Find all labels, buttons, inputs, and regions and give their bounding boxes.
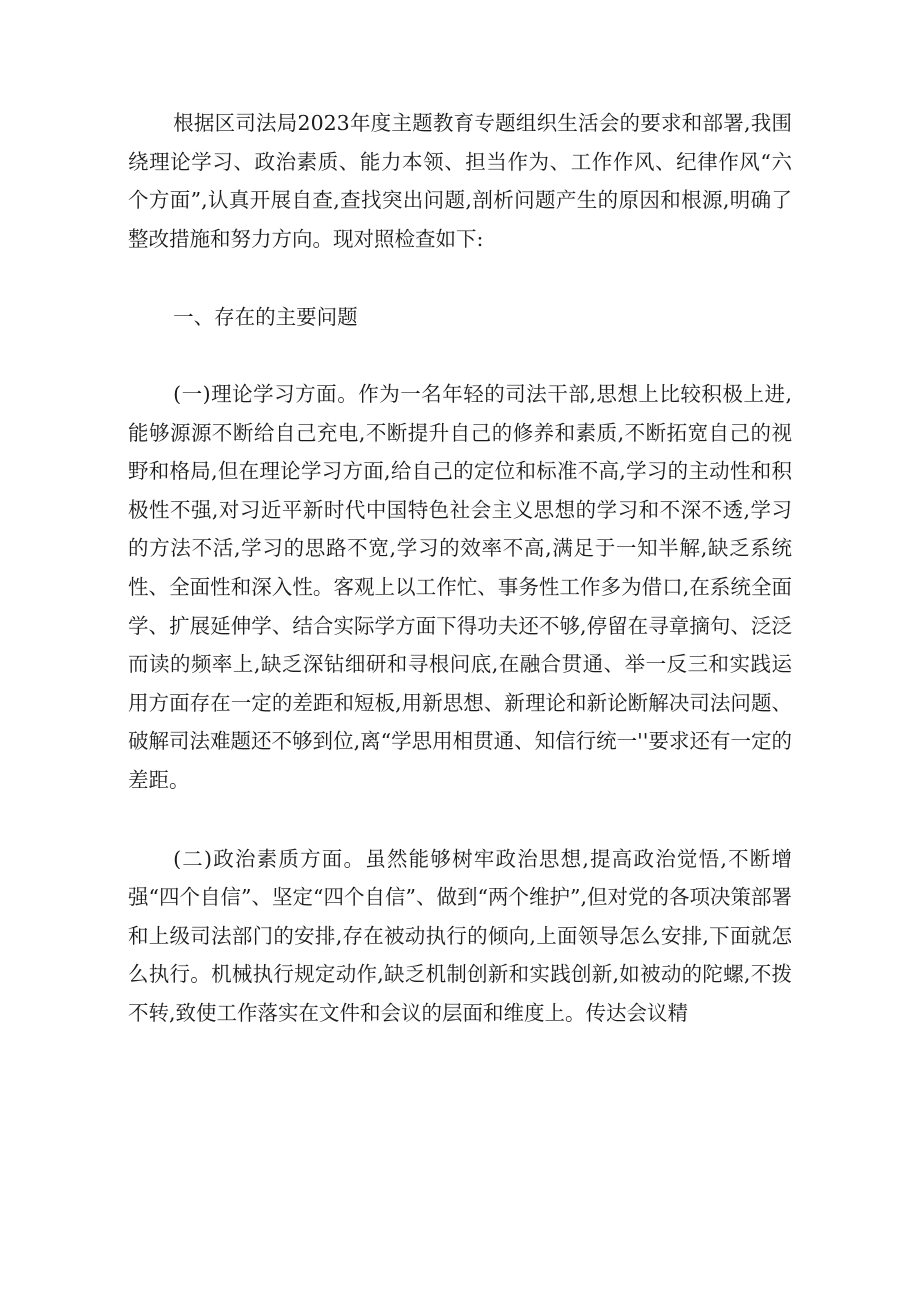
- political-quality-paragraph: (二)政治素质方面。虽然能够树牢政治思想,提高政治觉悟,不断增强“四个自信”、坚定“四个自信”、做到“两个维护”,但对党的各项决策部署和上级司法部门的安排,存在被动执行的倾向,上面领导怎么安排,下面就怎么执行。机械执行规定动作,缺乏机制创新和实践创新,如被动的陀螺,不拨不转,致使工作落实在文件和会议的层面和维度上。传达会议精: [128, 846, 792, 1025]
- intro-paragraph: 根据区司法局2023年度主题教育专题组织生活会的要求和部署,我围绕理论学习、政治素质、能力本领、担当作为、工作作风、纪律作风“六个方面”,认真开展自查,查找突出问题,剖析问题产生的原因和根源,明确了整改措施和努力方向。现对照检查如下:: [128, 111, 792, 251]
- theory-study-paragraph: (一)理论学习方面。作为一名年轻的司法干部,思想上比较积极上进,能够源源不断给自己充电,不断提升自己的修养和素质,不断拓宽自己的视野和格局,但在理论学习方面,给自己的定位和标准不高,学习的主动性和积极性不强,对习近平新时代中国特色社会主义思想的学习和不深不透,学习的方法不活,学习的思路不宽,学习的效率不高,满足于一知半解,缺乏系统性、全面性和深入性。客观上以工作忙、事务性工作多为借口,在系统全面学、扩展延伸学、结合实际学方面下得功夫还不够,停留在寻章摘句、泛泛而读的频率上,缺乏深钻细研和寻根问底,在融合贯通、举一反三和实践运用方面存在一定的差距和短板,用新思想、新理论和新论断解决司法问题、破解司法难题还不够到位,离“学思用相贯通、知信行统一''要求还有一定的差距。: [128, 381, 792, 792]
- section-heading: 一、存在的主要问题: [173, 305, 358, 330]
- document-page: [128, 104, 792, 1032]
